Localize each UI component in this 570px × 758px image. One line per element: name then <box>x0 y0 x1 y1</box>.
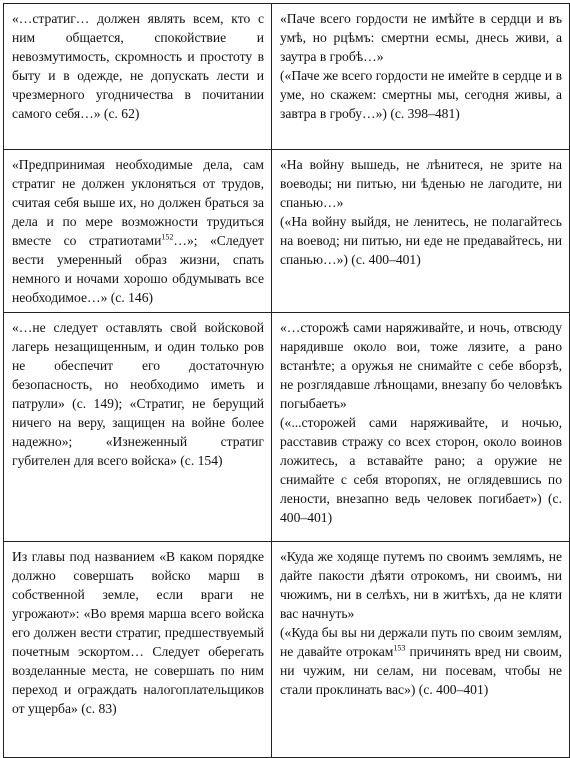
quote-text-part: («Куда бы вы ни держали путь по своим землям, не давайте отрокам <box>280 625 562 659</box>
left-cell <box>4 542 272 758</box>
table-row <box>4 150 570 313</box>
quote-text-part: …»; «Следует вести умеренный образ жизни, спать немного и ночами хорошо обдумывать все необходимое…» (с. 146) <box>12 233 265 305</box>
quote-text <box>12 155 264 307</box>
original-quote: «…сторожѣ сами наряживайте, и ночь, отвсюду нарядивше около вои, тоже лязите, а рано встанѣте; а оружья не снимайте с себе вборзѣ, не розглядавше лѣнощами, внезапу бо человѣкъ погыбаеть» <box>280 320 562 411</box>
right-cell <box>272 150 570 313</box>
translation-quote <box>280 623 562 699</box>
footnote-ref: 153 <box>393 643 406 653</box>
translation-quote: («На войну выйдя, не ленитесь, не полагайтесь на воевод; ни питью, ни еде не предавайтесь, ни спанью…») (с. 400–401) <box>280 214 562 267</box>
quote-text: «…стратиг… должен являть всем, кто с ним общается, спокойствие и невозмутимость, скромность и простоту в быту и в одежде, не допускать лести и чрезмерного угодничества в почитании самого себя…» (с. 62) <box>12 11 264 121</box>
translation-quote: («...сторожей сами наряживайте, и ночью, расставив стражу со всех сторон, около воинов ложитесь, а вставайте рано; а оружие не снимайте с себя второпях, не оглядевшись по лености, внезапно ведь человек погибает») (с. 400–401) <box>280 415 562 525</box>
comparison-table <box>3 3 570 758</box>
footnote-ref: 152 <box>161 232 174 242</box>
right-cell <box>272 542 570 758</box>
quote-text-part: «Предпринимая необходимые дела, сам стратиг не должен уклоняться от трудов, считая себя выше их, но должен браться за дела и по мере возможности трудиться вместе со стратиотами <box>12 157 264 248</box>
left-cell <box>4 4 272 150</box>
left-cell <box>4 150 272 313</box>
left-cell <box>4 313 272 542</box>
right-cell <box>272 313 570 542</box>
quote-text: «…не следует оставлять свой войсковой лагерь незащищенным, и один только ров не обеспечит его достаточную безопасность, но необходимо иметь и патрули» (с. 149); «Стратиг, не берущий ничего на веру, защищен на войне более надежно»; «Изнеженный стратиг губителен для всего войска» (с. 154) <box>12 320 264 468</box>
translation-quote: («Паче же всего гордости не имейте в сердце и в уме, но скажем: смертны мы, сегодня живы, а завтра в гробу…») (с. 398–481) <box>280 68 562 121</box>
right-cell <box>272 4 570 150</box>
original-quote: «Куда же ходяще путемъ по своимъ землямъ, не дайте пакости дѣяти отрокомъ, ни своимъ, ни чюжимъ, ни в селѣхъ, ни в житѣхъ, да не кляти вас начнуть» <box>280 549 562 621</box>
table-row <box>4 542 570 758</box>
original-quote: «Паче всего гордости не имѣйте в сердци и въ умѣ, но рцѣмъ: смертни есмы, днесь живи, а заутра в гробѣ…» <box>280 11 562 64</box>
quote-text-part: причинять вред ни своим, ни чужим, ни селам, ни посевам, чтобы не стали проклинать вас») (с. 400–401) <box>280 644 562 697</box>
table-row <box>4 4 570 150</box>
table-row <box>4 313 570 542</box>
quote-text: Из главы под названием «В каком порядке должно совершать войско марш в собственной земле, если враги не угрожают»: «Во время марша всего войска его должен вести стратиг, предшествуемый почетным эскортом… Следует оберегать возделанные места, не совершать по ним переход и ограждать налогоплательщиков от ущерба» (с. 83) <box>12 549 264 716</box>
original-quote: «На войну вышедь, не лѣнитеся, не зрите на воеводы; ни питью, ни ѣденью не лагодите, ни спанью…» <box>280 157 562 210</box>
